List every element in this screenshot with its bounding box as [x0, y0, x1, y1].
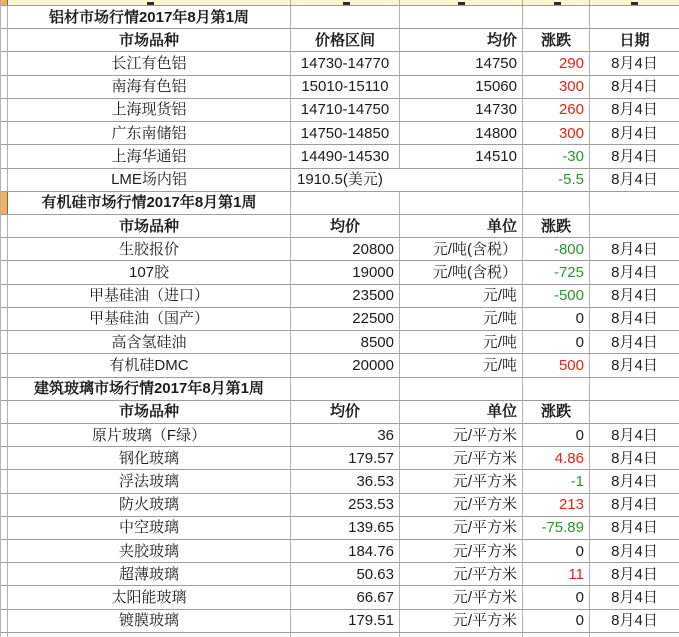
empty-cell[interactable]: [291, 192, 400, 214]
row-marker-cell[interactable]: [1, 494, 8, 516]
cell-change[interactable]: 4.86: [523, 447, 590, 469]
row-marker-cell[interactable]: [1, 563, 8, 585]
column-header[interactable]: 涨跌: [523, 29, 590, 51]
row-marker-cell[interactable]: [1, 192, 8, 214]
section-title[interactable]: 铝材市场行情2017年8月第1周: [8, 6, 291, 28]
column-header[interactable]: 市场品种: [8, 401, 291, 423]
empty-cell[interactable]: [523, 378, 590, 400]
cell-average-price[interactable]: 14800: [400, 122, 523, 144]
cell-price-merged[interactable]: 1910.5(美元): [291, 169, 523, 191]
column-header[interactable]: 涨跌: [523, 215, 590, 237]
cell-date[interactable]: 8月4日: [611, 519, 658, 537]
data-row: [1, 76, 679, 99]
cell-product-name[interactable]: 南海有色铝: [8, 76, 291, 98]
data-row: [1, 169, 679, 192]
column-header[interactable]: 日期: [619, 31, 650, 49]
column-header[interactable]: [590, 215, 679, 237]
data-row: [1, 540, 679, 563]
column-header-row: [1, 401, 679, 424]
data-row: [1, 285, 679, 308]
row-marker-cell[interactable]: [1, 169, 8, 191]
cell-unit[interactable]: 元/平方米: [400, 447, 523, 469]
data-row: [1, 52, 679, 75]
column-header[interactable]: 市场品种: [8, 215, 291, 237]
cell-change[interactable]: 213: [523, 494, 590, 516]
empty-cell[interactable]: [523, 6, 590, 28]
row-marker-cell[interactable]: [1, 76, 8, 98]
cell-price-range[interactable]: 14710-14750: [291, 99, 400, 121]
cell-date[interactable]: 8月4日: [611, 542, 658, 560]
cell-unit[interactable]: 元/平方米: [400, 470, 523, 492]
column-header[interactable]: 市场品种: [8, 29, 291, 51]
data-row: [1, 308, 679, 331]
data-row: [1, 494, 679, 517]
row-marker-cell[interactable]: [1, 401, 8, 423]
cell-product-name[interactable]: 夹胶玻璃: [8, 540, 291, 562]
data-row: [1, 586, 679, 609]
row-marker-cell[interactable]: [1, 6, 8, 28]
cell-average-price[interactable]: 179.57: [291, 447, 400, 469]
row-marker-cell[interactable]: [1, 145, 8, 167]
data-row: [1, 610, 679, 633]
section-title-row: [1, 192, 679, 215]
cell-average-price[interactable]: 14730: [400, 99, 523, 121]
row-marker-cell[interactable]: [1, 285, 8, 307]
data-row: [1, 261, 679, 284]
column-header[interactable]: 均价: [291, 401, 400, 423]
cell-change[interactable]: 0: [523, 610, 590, 632]
cell-unit[interactable]: 元/吨: [400, 285, 523, 307]
cell-average-price[interactable]: 184.76: [291, 540, 400, 562]
section-title[interactable]: 建筑玻璃市场行情2017年8月第1周: [8, 378, 291, 400]
cell-product-name[interactable]: 浮法玻璃: [8, 470, 291, 492]
cell-average-price[interactable]: 139.65: [291, 517, 400, 539]
cell-change[interactable]: 0: [523, 331, 590, 353]
row-marker-cell[interactable]: [1, 540, 8, 562]
clipped-row-below: [1, 633, 679, 637]
cell-date[interactable]: 8月4日: [611, 426, 658, 444]
cell-unit[interactable]: 元/吨: [400, 308, 523, 330]
cell-unit[interactable]: 元/平方米: [400, 586, 523, 608]
cell-date[interactable]: 8月4日: [611, 356, 658, 374]
column-header[interactable]: [590, 401, 679, 423]
row-marker-cell[interactable]: [1, 378, 8, 400]
cell-average-price[interactable]: 20000: [291, 354, 400, 376]
cell-product-name[interactable]: LME场内铝: [8, 169, 291, 191]
row-marker-cell[interactable]: [1, 99, 8, 121]
cell-date[interactable]: 8月4日: [611, 565, 658, 583]
empty-cell[interactable]: [400, 6, 523, 28]
cell-unit[interactable]: 元/吨(含税）: [400, 238, 523, 260]
cell-change[interactable]: 500: [523, 354, 590, 376]
cell-change[interactable]: -725: [523, 261, 590, 283]
cell-change[interactable]: 11: [523, 563, 590, 585]
clipped-row-marker-cell: [1, 0, 8, 5]
cell-average-price[interactable]: 50.63: [291, 563, 400, 585]
cell-average-price[interactable]: 253.53: [291, 494, 400, 516]
empty-cell[interactable]: [400, 192, 523, 214]
data-row: [1, 331, 679, 354]
cell-change[interactable]: 0: [523, 308, 590, 330]
cell-average-price[interactable]: 36.53: [291, 470, 400, 492]
cell-change[interactable]: 0: [523, 586, 590, 608]
data-row: [1, 517, 679, 540]
cell-product-name[interactable]: 超薄玻璃: [8, 563, 291, 585]
cell-unit[interactable]: 元/平方米: [400, 494, 523, 516]
column-header[interactable]: 价格区间: [291, 29, 400, 51]
cell-date[interactable]: 8月4日: [611, 612, 658, 630]
section-title-row: [1, 378, 679, 401]
empty-cell[interactable]: [291, 378, 400, 400]
data-row: [1, 238, 679, 261]
clipped-text-fragment: [554, 2, 561, 5]
cell-average-price[interactable]: 22500: [291, 308, 400, 330]
cell-change[interactable]: -500: [523, 285, 590, 307]
cell-change[interactable]: -30: [523, 145, 590, 167]
cell-average-price[interactable]: 14510: [400, 145, 523, 167]
cell-change[interactable]: 290: [523, 52, 590, 74]
cell-change[interactable]: 260: [523, 99, 590, 121]
cell-date[interactable]: 8月4日: [611, 449, 658, 467]
clipped-text-fragment: [343, 2, 350, 5]
cell-change[interactable]: 300: [523, 76, 590, 98]
section-title-row: [1, 6, 679, 29]
cell-change[interactable]: -5.5: [523, 169, 590, 191]
cell-product-name[interactable]: 镀膜玻璃: [8, 610, 291, 632]
cell-unit[interactable]: 元/平方米: [400, 563, 523, 585]
data-row: [1, 145, 679, 168]
data-row: [1, 122, 679, 145]
cell-date[interactable]: 8月4日: [611, 589, 658, 607]
clipped-cell: [523, 633, 590, 637]
cell-average-price[interactable]: 23500: [291, 285, 400, 307]
cell-average-price[interactable]: 15060: [400, 76, 523, 98]
row-marker-cell[interactable]: [1, 238, 8, 260]
row-marker-cell[interactable]: [1, 52, 8, 74]
cell-date[interactable]: 8月4日: [611, 147, 658, 165]
column-header[interactable]: 均价: [400, 29, 523, 51]
cell-change[interactable]: 300: [523, 122, 590, 144]
data-row: [1, 424, 679, 447]
cell-date[interactable]: 8月4日: [611, 78, 658, 96]
cell-average-price[interactable]: 8500: [291, 331, 400, 353]
cell-average-price[interactable]: 36: [291, 424, 400, 446]
cell-date[interactable]: 8月4日: [611, 310, 658, 328]
empty-cell[interactable]: [590, 192, 679, 214]
clipped-cell: [291, 633, 400, 637]
row-marker-cell[interactable]: [1, 517, 8, 539]
row-marker-cell[interactable]: [1, 586, 8, 608]
clipped-cell: [590, 633, 679, 637]
clipped-cell: [400, 633, 523, 637]
empty-cell[interactable]: [291, 6, 400, 28]
empty-cell[interactable]: [590, 6, 679, 28]
cell-product-name[interactable]: 中空玻璃: [8, 517, 291, 539]
column-header[interactable]: 单位: [400, 215, 523, 237]
cell-date[interactable]: 8月4日: [611, 240, 658, 258]
cell-price-range[interactable]: 14490-14530: [291, 145, 400, 167]
cell-price-range[interactable]: 14730-14770: [291, 52, 400, 74]
cell-product-name[interactable]: 原片玻璃（F绿）: [8, 424, 291, 446]
row-marker-cell[interactable]: [1, 29, 8, 51]
cell-price-range[interactable]: 15010-15110: [291, 76, 400, 98]
empty-cell[interactable]: [590, 378, 679, 400]
column-header[interactable]: 涨跌: [523, 401, 590, 423]
cell-unit[interactable]: 元/平方米: [400, 424, 523, 446]
cell-product-name[interactable]: 太阳能玻璃: [8, 586, 291, 608]
row-marker-cell[interactable]: [1, 610, 8, 632]
clipped-cell: [8, 633, 291, 637]
row-marker-cell[interactable]: [1, 308, 8, 330]
column-header[interactable]: 单位: [400, 401, 523, 423]
cell-unit[interactable]: 元/吨: [400, 354, 523, 376]
cell-unit[interactable]: 元/平方米: [400, 610, 523, 632]
data-row: [1, 354, 679, 377]
cell-product-name[interactable]: 107胶: [8, 261, 291, 283]
cell-date[interactable]: 8月4日: [611, 124, 658, 142]
cell-product-name[interactable]: 钢化玻璃: [8, 447, 291, 469]
cell-unit[interactable]: 元/吨(含税）: [400, 261, 523, 283]
cell-date[interactable]: 8月4日: [611, 333, 658, 351]
row-marker-cell[interactable]: [1, 261, 8, 283]
cell-change[interactable]: 0: [523, 424, 590, 446]
empty-cell[interactable]: [400, 378, 523, 400]
cell-change[interactable]: -75.89: [523, 517, 590, 539]
cell-change[interactable]: 0: [523, 540, 590, 562]
cell-change[interactable]: -1: [523, 470, 590, 492]
clipped-text-fragment: [147, 2, 154, 5]
cell-date[interactable]: 8月4日: [611, 472, 658, 490]
clipped-text-fragment: [458, 2, 465, 5]
cell-date[interactable]: 8月4日: [611, 171, 658, 189]
cell-average-price[interactable]: 19000: [291, 261, 400, 283]
cell-product-name[interactable]: 防火玻璃: [8, 494, 291, 516]
data-row: [1, 470, 679, 493]
data-row: [1, 563, 679, 586]
data-row: [1, 99, 679, 122]
cell-price-range[interactable]: 14750-14850: [291, 122, 400, 144]
row-marker-cell[interactable]: [1, 331, 8, 353]
cell-date[interactable]: 8月4日: [611, 101, 658, 119]
row-marker-cell[interactable]: [1, 215, 8, 237]
cell-average-price[interactable]: 179.51: [291, 610, 400, 632]
empty-cell[interactable]: [523, 192, 590, 214]
row-marker-cell[interactable]: [1, 354, 8, 376]
cell-product-name[interactable]: 甲基硅油（进口）: [8, 285, 291, 307]
cell-date[interactable]: 8月4日: [611, 264, 658, 282]
clipped-text-fragment: [631, 2, 638, 5]
column-header[interactable]: 均价: [291, 215, 400, 237]
data-row: [1, 447, 679, 470]
cell-unit[interactable]: 元/平方米: [400, 517, 523, 539]
cell-product-name[interactable]: 上海现货铝: [8, 99, 291, 121]
cell-product-name[interactable]: 上海华通铝: [8, 145, 291, 167]
cell-date[interactable]: 8月4日: [611, 287, 658, 305]
cell-unit[interactable]: 元/吨: [400, 331, 523, 353]
cell-average-price[interactable]: 20800: [291, 238, 400, 260]
cell-average-price[interactable]: 66.67: [291, 586, 400, 608]
row-marker-cell[interactable]: [1, 447, 8, 469]
cell-product-name[interactable]: 生胶报价: [8, 238, 291, 260]
cell-average-price[interactable]: 14750: [400, 52, 523, 74]
row-marker-cell[interactable]: [1, 424, 8, 446]
column-header-row: [1, 29, 679, 52]
cell-unit[interactable]: 元/平方米: [400, 540, 523, 562]
row-marker-cell[interactable]: [1, 122, 8, 144]
column-header-row: [1, 215, 679, 238]
cell-date[interactable]: 8月4日: [611, 55, 658, 73]
cell-date[interactable]: 8月4日: [611, 496, 658, 514]
cell-product-name[interactable]: 甲基硅油（国产）: [8, 308, 291, 330]
cell-product-name[interactable]: 有机硅DMC: [8, 354, 291, 376]
clipped-cell: [1, 633, 8, 637]
cell-product-name[interactable]: 高含氢硅油: [8, 331, 291, 353]
section-title[interactable]: 有机硅市场行情2017年8月第1周: [8, 192, 291, 214]
row-marker-cell[interactable]: [1, 470, 8, 492]
cell-product-name[interactable]: 长江有色铝: [8, 52, 291, 74]
cell-product-name[interactable]: 广东南储铝: [8, 122, 291, 144]
cell-change[interactable]: -800: [523, 238, 590, 260]
